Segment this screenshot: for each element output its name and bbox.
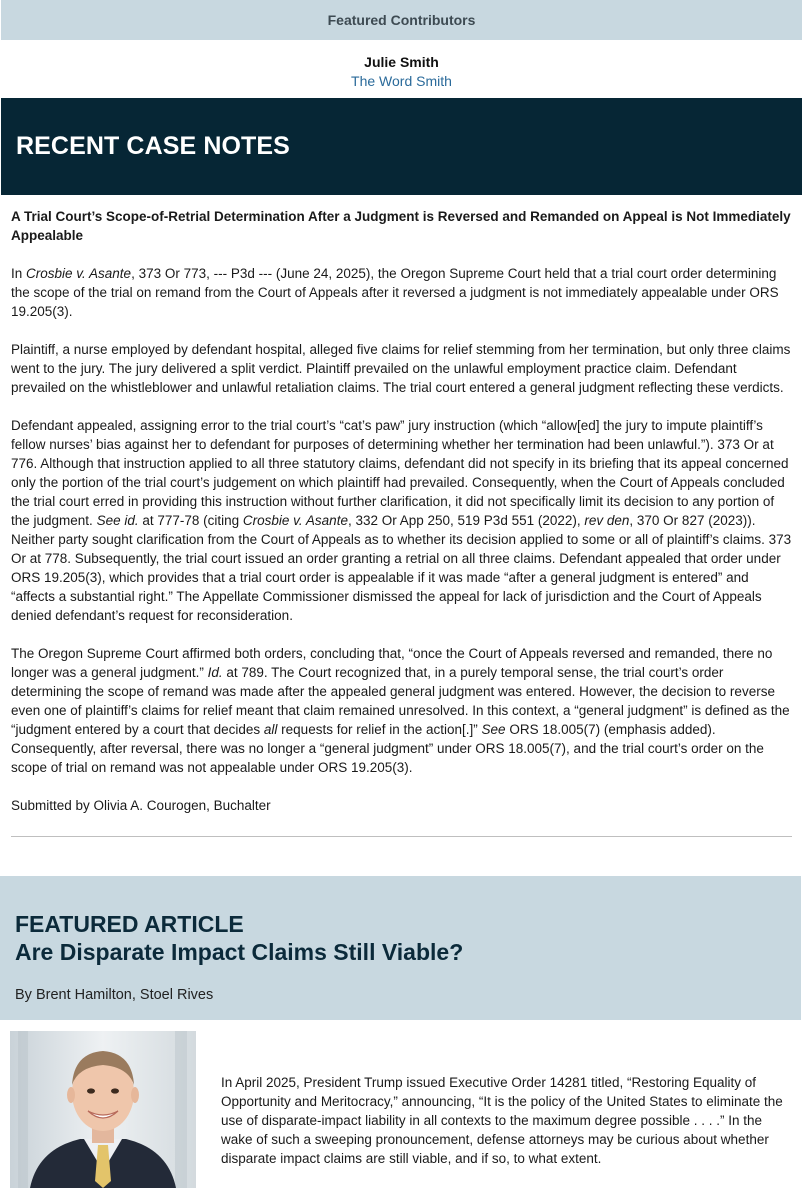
- featured-article-title[interactable]: Are Disparate Impact Claims Still Viable?: [15, 939, 464, 965]
- case-paragraph-4: [11, 644, 792, 777]
- featured-contributors-heading: [1, 0, 802, 40]
- text-run: Defendant appealed, assigning error to the trial court’s “cat’s paw” jury instruction (which “allow[ed] the jury to impute plaintiff’s fellow nurses’ bias against her to defendant for purposes of determining whether her termination had been unlawful.”). 373 Or at 776. Although that instruction applied to all three statutory claims, defendant did not specify in its briefing that its appeal concerned only the portion of the trial court’s judgement on which plaintiff had prevailed. Consequently, when the Court of Appeals concluded the trial court erred in providing this instruction without further clarification, it did not specifically limit its decision to any portion of the judgment.: [11, 418, 789, 528]
- author-photo: [10, 1031, 196, 1188]
- case-citation: Crosbie v. Asante: [242, 513, 348, 528]
- contributor-card: [1, 40, 802, 98]
- case-note-title: A Trial Court’s Scope-of-Retrial Determination After a Judgment is Reversed and Remanded on Appeal is Not Immediately Appealable: [11, 209, 791, 243]
- contributor-org-link[interactable]: The Word Smith: [351, 73, 452, 89]
- case-notes-heading: RECENT CASE NOTES: [16, 132, 290, 160]
- text-run: requests for relief in the action[.]”: [277, 722, 482, 737]
- case-citation: Crosbie v. Asante: [26, 266, 132, 281]
- text-run: , 370 Or 827 (2023)). Neither party sought clarification from the Court of Appeals as to whether its decision applied to some or all of plaintiff’s claims. 373 Or at 778. Subsequently, the trial court issued an order granting a retrial on all three claims. Defendant appealed that order under ORS 19.205(3), which provides that a trial court order is appealable if it was made “after a general judgment is entered” and “affects a substantial right.” The Appellate Commissioner dismissed the appeal for lack of jurisdiction and the Court of Appeals denied defendant’s request for reconsideration.: [11, 513, 792, 623]
- text-run: In: [11, 266, 27, 281]
- citation-signal: See id.: [96, 513, 139, 528]
- section-divider: [11, 836, 792, 837]
- submitted-by: Submitted by Olivia A. Courogen, Buchalter: [11, 798, 271, 813]
- featured-article-banner: [0, 876, 801, 1020]
- case-note-body: [1, 195, 802, 815]
- case-notes-banner: [1, 98, 802, 195]
- citation-signal: rev den: [584, 513, 630, 528]
- featured-article-intro: In April 2025, President Trump issued Executive Order 14281 titled, “Restoring Equality of Opportunity and Meritocracy,” announcing, “It is the policy of the United States to eliminate the use of disparate-impact liability in all contexts to the maximum degree possible . . . .” In the wake of such a sweeping pronouncement, defense attorneys may be curious about whether disparate impact claims are still viable, and if so, to what extent.: [221, 1075, 783, 1166]
- featured-article-byline: By Brent Hamilton, Stoel Rives: [15, 987, 214, 1003]
- case-paragraph-3: [11, 416, 792, 625]
- emphasis: all: [263, 722, 278, 737]
- case-paragraph-1: [11, 264, 792, 321]
- text-run: The Oregon Supreme Court affirmed both orders, concluding that, “once the Court of Appeals reversed and remanded, there no longer was a general judgment.”: [11, 646, 773, 680]
- text-run: at 777-78 (citing: [138, 513, 243, 528]
- text-run: ORS 18.005(7) (emphasis added). Consequently, after reversal, there was no longer a “general judgment” under ORS 18.005(7), and the trial court’s order on the scope of trial on remand was not appealable under ORS 19.205(3).: [11, 722, 764, 775]
- case-paragraph-2: Plaintiff, a nurse employed by defendant hospital, alleged five claims for relief stemming from her termination, but only three claims went to the jury. The jury delivered a split verdict. Plaintiff prevailed on the unlawful employment practice claim. Defendant prevailed on the whistleblower and unlawful retaliation claims. The trial court entered a general judgment reflecting these verdicts.: [11, 342, 791, 395]
- text-run: , 373 Or 773, --- P3d --- (June 24, 2025), the Oregon Supreme Court held that a trial court order determining the scope of the trial on remand from the Court of Appeals after it reversed a judgment is not immediately appealable under ORS 19.205(3).: [11, 266, 779, 319]
- contributor-name: Julie Smith: [364, 54, 439, 70]
- newsletter: [1, 0, 802, 837]
- text-run: , 332 Or App 250, 519 P3d 551 (2022),: [347, 513, 585, 528]
- featured-article-heading: FEATURED ARTICLE: [15, 911, 244, 937]
- author-portrait-image: [10, 1031, 196, 1188]
- text-run: at 789. The Court recognized that, in a purely temporal sense, the trial court’s order determining the scope of remand was made after the appealed general judgment was entered. However, the decision to reverse even one of plaintiff’s claims for relief meant that claim remained unresolved. In this context, a “general judgment” is defined as the “judgment entered by a court that decides: [11, 665, 790, 737]
- featured-contributors-label: Featured Contributors: [327, 12, 476, 28]
- citation-signal: See: [481, 722, 506, 737]
- citation-signal: Id.: [207, 665, 223, 680]
